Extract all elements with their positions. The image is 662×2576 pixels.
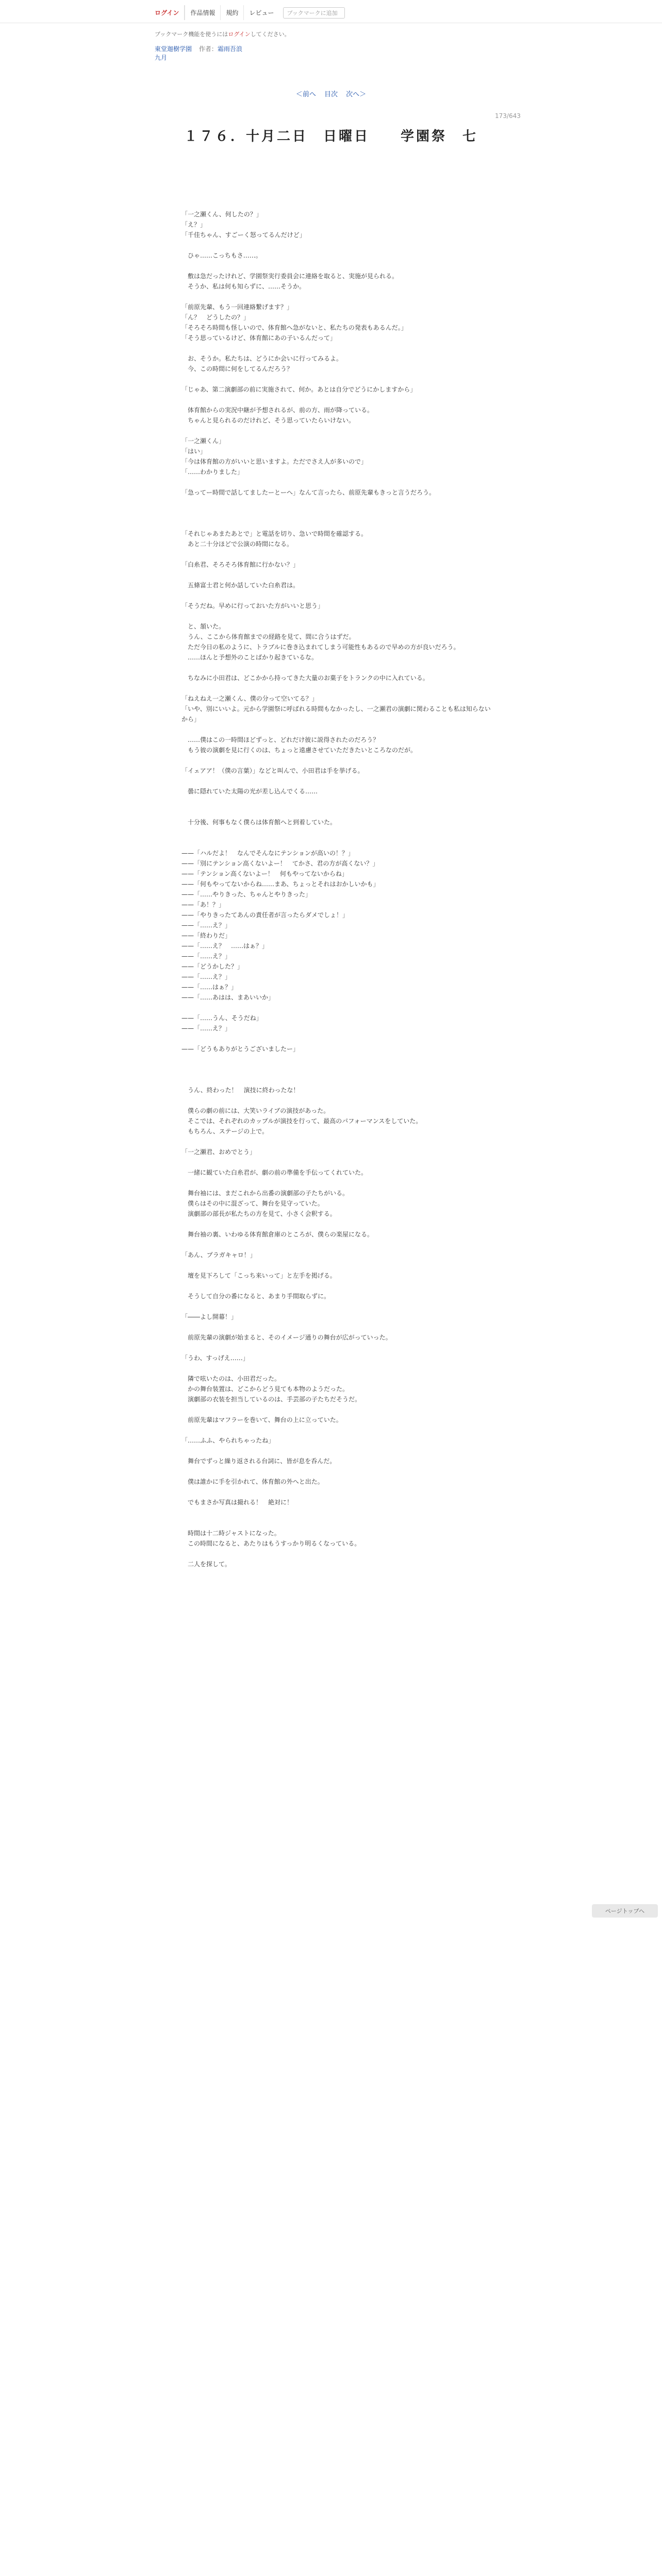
paragraph: うん、終わった！ 演技に終わったな！: [181, 1087, 300, 1094]
paragraph: ——「ハルだよ！ なんでそんなにテンションが高いの！？」: [181, 850, 354, 857]
paragraph: 「それじゃあまたあとで」と電話を切り、急いで時間を確認する。: [181, 530, 368, 537]
paragraph-gap: [181, 1054, 491, 1064]
paragraph-gap: [181, 498, 491, 508]
paragraph: 「イェアア！（僕の言葉）」などと叫んで、小田君は手を挙げる。: [181, 767, 364, 774]
paragraph: ……僕はこの一時間ほどずっと、どれだけ彼に説得されたのだろう？: [181, 736, 379, 743]
series-title[interactable]: 東堂迦樹学園: [155, 45, 192, 53]
paragraph: 「……わかりました」: [181, 468, 244, 476]
paragraph: 「ん？ どうしたの？」: [181, 314, 250, 321]
paragraph-gap: [181, 570, 491, 580]
paragraph-gap: [181, 292, 491, 302]
paragraph: 「そろそろ時間も怪しいので、体育館へ急がないと、私たちの発表もあるんだ。」: [181, 324, 407, 331]
paragraph: ——「……うん、そうだね」: [181, 1014, 262, 1022]
paragraph: あと二十分ほどで公演の時間になる。: [181, 540, 293, 548]
paragraph: ——「どうもありがとうございましたー」: [181, 1045, 300, 1053]
paragraph: 僕らの劇の前には、大笑いライブの演技があった。: [181, 1107, 330, 1114]
paragraph: 「そうだね。早めに行っておいた方がいいと思う」: [181, 602, 324, 609]
paragraph-gap: [181, 1137, 491, 1147]
paragraph: 「……ふふ、やられちゃったね」: [181, 1437, 275, 1444]
paragraph-gap: [181, 549, 491, 560]
paragraph: ——「別にテンション高くないよー！ てかさ、君の方が高くない？」: [181, 860, 379, 867]
paragraph: 壇を見下ろして「こっち来いって」と左手を掲げる。: [181, 1272, 336, 1279]
paragraph: 演劇部の部長が私たちの方を見て、小さく会釈する。: [181, 1210, 336, 1217]
paragraph: ——「……え？ ……はぁ？」: [181, 942, 269, 950]
paragraph-gap: [181, 374, 491, 384]
paragraph-gap: [181, 1363, 491, 1374]
paragraph: ——「どうかした？」: [181, 963, 244, 970]
paragraph: 「――よし開幕！」: [181, 1313, 238, 1320]
paragraph: 「じゃあ、第二演劇部の前に実施されて、何か。あとは自分でどうにかしますから」: [181, 386, 417, 393]
chapter-navigation: [0, 89, 662, 98]
paragraph: 演劇部の衣装を担当しているのは、手芸部の子たちだそうだ。: [181, 1396, 361, 1403]
paragraph-gap: [181, 683, 491, 693]
paragraph-gap: [181, 1260, 491, 1270]
page-top-button[interactable]: ページトップへ: [592, 1904, 658, 1918]
paragraph: 舞台でずっと繰り返される台詞に、皆が息を呑んだ。: [181, 1458, 336, 1465]
paragraph: 「前原先輩、もう一回連絡繋げます？」: [181, 303, 293, 311]
toc-link[interactable]: 目次: [324, 91, 338, 98]
paragraph: ——「やりきったてあんの責任者が言ったらダメでしょ！」: [181, 911, 349, 919]
paragraph-gap: [181, 1219, 491, 1229]
paragraph-gap: [181, 1343, 491, 1353]
paragraph-gap: [181, 663, 491, 673]
paragraph-gap: [181, 1281, 491, 1291]
paragraph: 時間は十二時ジャストになった。: [181, 1530, 280, 1537]
paragraph: 舞台袖には、まだこれから出番の演劇部の子たちがいる。: [181, 1190, 349, 1197]
paragraph-gap: [181, 1518, 491, 1528]
paragraph-gap: [181, 1425, 491, 1435]
chapter-title: １７６．十月二日 日曜日 学園祭 七: [184, 129, 478, 144]
paragraph: かの舞台装置は、どこからどう見ても本物のようだった。: [181, 1385, 349, 1393]
nav-item-info[interactable]: 作品情報: [185, 5, 220, 20]
paragraph: ただ今日の私のように、トラブルに巻き込まれてしまう可能性もあるので早めの方が良いだろう。: [181, 643, 460, 651]
volume-label: 九月: [155, 54, 168, 61]
paragraph: 「千佳ちゃん、すごーく怒ってるんだけど」: [181, 231, 306, 239]
paragraph-gap: [181, 1446, 491, 1456]
paragraph-gap: [181, 827, 491, 838]
nav-item-review[interactable]: レビュー: [243, 5, 279, 20]
paragraph: 前原先輩の演劇が始まると、そのイメージ通りの舞台が広がっていった。: [181, 1334, 392, 1341]
paragraph: 「一之瀬くん」: [181, 437, 225, 445]
paragraph-gap: [181, 1487, 491, 1497]
paragraph: 「はい」: [181, 448, 207, 455]
paragraph: 僕らはその中に混ざって、舞台を見守っていた。: [181, 1200, 324, 1207]
paragraph-gap: [181, 590, 491, 601]
paragraph: 「いや、別にいいよ。元から学園祭に呼ばれる時間もなかったし、一之瀬君の演劇に関わることも私は知らないから」: [181, 705, 491, 723]
paragraph: ——「テンション高くないよー！ 何もやってないからね」: [181, 870, 348, 877]
paragraph: ひゃ……こっちもさ……。: [181, 252, 262, 259]
paragraph: 一緒に観ていた白糸君が、劇の前の準備を手伝ってくれていた。: [181, 1169, 368, 1176]
paragraph-gap: [181, 1075, 491, 1085]
paragraph-gap: [181, 838, 491, 848]
notice-suffix: してください。: [250, 31, 290, 38]
paragraph: もちろん、ステージの上で。: [181, 1128, 269, 1135]
paragraph-gap: [181, 1404, 491, 1415]
paragraph: ——「……え？」: [181, 1025, 231, 1032]
paragraph: 「白糸君、そろそろ体育館に行かない？」: [181, 561, 300, 568]
paragraph: 「え？」: [181, 221, 207, 228]
paragraph-gap: [181, 1240, 491, 1250]
paragraph: 「そう思っているけど、体育館にあの子いるんだって」: [181, 334, 337, 342]
paragraph: 「うわ、すっげえ……」: [181, 1354, 249, 1362]
paragraph: 「あん、プラガキャロ！」: [181, 1251, 256, 1259]
paragraph: ——「終わりだ」: [181, 932, 231, 939]
paragraph: そうして自分の番になると、あまり手間取らずに。: [181, 1293, 330, 1300]
paragraph: ——「……あはは、まあいいか」: [181, 994, 275, 1001]
login-notice: [155, 30, 290, 38]
paragraph-gap: [181, 776, 491, 786]
paragraph: もう彼の演劇を見に行くのは、ちょっと遠慮させていただきたいところなのだが。: [181, 747, 417, 754]
paragraph: ——「何もやってないからね……まあ、ちょっとそれはおかしいかも」: [181, 880, 379, 888]
paragraph: お、そうか。私たちは、どうにか会いに行ってみるよ。: [181, 355, 343, 362]
prev-link[interactable]: ＜前へ: [295, 91, 316, 98]
top-bar: [0, 0, 662, 23]
paragraph-gap: [181, 1466, 491, 1477]
paragraph: でもまさか写真は撮れる！ 絶対に！: [181, 1499, 293, 1506]
paragraph-gap: [181, 426, 491, 436]
paragraph-gap: [181, 395, 491, 405]
paragraph-gap: [181, 611, 491, 621]
paragraph-gap: [181, 1178, 491, 1188]
paragraph: 体育館からの実況中継が予想されるが、前の方、雨が降っている。: [181, 406, 374, 414]
paragraph-gap: [181, 724, 491, 735]
nav-item-terms[interactable]: 規約: [220, 5, 243, 20]
paragraph-gap: [181, 796, 491, 807]
paragraph: 舞台袖の裏、いわゆる体育館倉庫のところが、僕らの楽屋になる。: [181, 1231, 374, 1238]
paragraph-gap: [181, 807, 491, 817]
paragraph: 曇に隠れていた太陽の光が差し込んでくる……: [181, 788, 318, 795]
paragraph: 「一之瀬くん、何したの？」: [181, 211, 262, 218]
next-link[interactable]: 次へ＞: [346, 91, 367, 98]
page-number: 173/643: [495, 112, 521, 120]
paragraph: そうか、私は何も知らずに、……そうか。: [181, 283, 306, 290]
paragraph: ——「……はぁ？」: [181, 984, 238, 991]
author-label: 作者：: [198, 45, 218, 53]
paragraph: 今、この時間に何をしてるんだろう？: [181, 365, 293, 372]
paragraph-gap: [181, 508, 491, 518]
paragraph: うん、ここから体育館までの経路を見て、間に合うはずだ。: [181, 633, 355, 640]
paragraph: ちゃんと見られるのだけれど、そう思っていたらいけない。: [181, 417, 355, 424]
paragraph-gap: [181, 343, 491, 353]
paragraph: 「急ってー時間で話してましたーとーへ」なんて言ったら、前原先輩もきっと言うだろう。: [181, 489, 436, 496]
series-info: [155, 44, 242, 62]
paragraph: 隣で呟いたのは、小田君だった。: [181, 1375, 281, 1382]
paragraph: 五條富士君と何か話していた白糸君は。: [181, 582, 300, 589]
paragraph: ……ほんと予想外のことばかり起きているな。: [181, 654, 318, 661]
paragraph: 二人を探して。: [181, 1561, 231, 1568]
paragraph: 敷は急だったけれど、学園祭実行委員会に連絡を取ると、実施が見られる。: [181, 273, 399, 280]
paragraph-gap: [181, 1157, 491, 1167]
paragraph: ちなみに小田君は、どこかから持ってきた大量のお菓子をトランクの中に入れている。: [181, 674, 429, 682]
paragraph: ——「……やりきった、ちゃんとやりきった」: [181, 891, 312, 898]
paragraph-gap: [181, 240, 491, 250]
paragraph: ——「あ！？」: [181, 901, 225, 908]
paragraph: ——「……え？」: [181, 922, 231, 929]
paragraph-gap: [181, 1322, 491, 1332]
paragraph: 十分後、何事もなく僕らは体育館へと到着していた。: [181, 819, 337, 826]
paragraph-gap: [181, 518, 491, 529]
paragraph-gap: [181, 261, 491, 271]
paragraph-gap: [181, 477, 491, 487]
paragraph: 「一之瀬君、おめでとう」: [181, 1148, 256, 1156]
login-link[interactable]: ログイン: [150, 5, 185, 20]
paragraph: ——「……え？」: [181, 953, 231, 960]
paragraph: 「今は体育館の方がいいと思いますよ。ただでさえ人が多いので」: [181, 458, 368, 465]
paragraph: と、頷いた。: [181, 623, 225, 630]
paragraph-gap: [181, 1064, 491, 1075]
notice-prefix: ブックマーク機能を使うには: [155, 31, 228, 38]
paragraph-gap: [181, 1549, 491, 1559]
paragraph-gap: [181, 1003, 491, 1013]
paragraph-gap: [181, 1301, 491, 1312]
paragraph: そこでは、それぞれのカップルが演技を行って、最高のパフォーマンスをしていた。: [181, 1117, 422, 1125]
paragraph-gap: [181, 1095, 491, 1106]
paragraph: 僕は誰かに手を引かれて、体育館の外へと出た。: [181, 1478, 324, 1485]
top-nav: [150, 5, 345, 20]
paragraph: ——「……え？」: [181, 973, 231, 980]
paragraph-gap: [181, 1507, 491, 1518]
chapter-body: [181, 209, 491, 1569]
paragraph: この時間になると、あたりはもうすっかり明るくなっている。: [181, 1540, 361, 1547]
author-link[interactable]: 霜雨吾浪: [217, 45, 242, 53]
paragraph-gap: [181, 755, 491, 766]
paragraph: 「ねえねえ一之瀬くん、僕の分って空いてる？」: [181, 695, 318, 702]
notice-login-link[interactable]: ログイン: [228, 31, 251, 38]
paragraph-gap: [181, 1033, 491, 1044]
paragraph: 前原先輩はマフラーを巻いて、舞台の上に立っていた。: [181, 1416, 342, 1423]
bookmark-button[interactable]: ブックマークに追加: [283, 7, 345, 19]
